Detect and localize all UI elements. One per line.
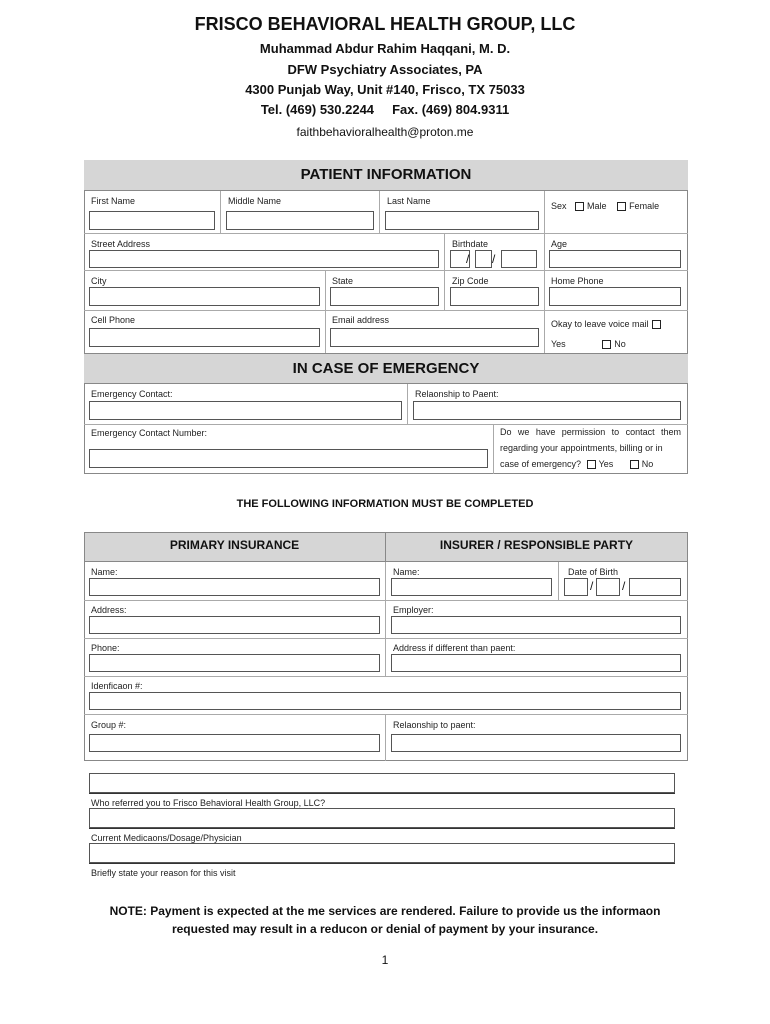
group-input[interactable] <box>89 734 380 752</box>
cell-phone-label: Cell Phone <box>91 315 136 325</box>
divider <box>84 714 688 715</box>
divider <box>385 714 386 761</box>
identification-input[interactable] <box>89 692 681 710</box>
first-name-input[interactable] <box>89 211 215 230</box>
referral-label: Who referred you to Frisco Behavioral Health Group, LLC? <box>91 798 326 808</box>
medications-underline <box>89 828 675 829</box>
employer-input[interactable] <box>391 616 681 634</box>
sex-label: Sex <box>551 201 567 211</box>
must-complete-heading: THE FOLLOWING INFORMATION MUST BE COMPLETED <box>236 498 534 510</box>
insurance-phone-label: Phone: <box>91 643 120 653</box>
voicemail-field <box>551 319 664 329</box>
divider <box>407 384 408 424</box>
date-slash: / <box>622 579 626 593</box>
permission-no-label: No <box>641 459 654 469</box>
referral-underline <box>89 793 675 794</box>
last-name-label: Last Name <box>387 196 431 206</box>
permission-no-checkbox[interactable] <box>630 460 639 469</box>
female-checkbox[interactable] <box>617 202 626 211</box>
insurer-dob-label: Date of Birth <box>568 567 619 577</box>
permission-yes-label: Yes <box>598 459 614 469</box>
age-input[interactable] <box>549 250 681 268</box>
patient-section-title: PATIENT INFORMATION <box>84 160 688 191</box>
divider <box>544 191 545 233</box>
date-slash: / <box>590 579 594 593</box>
divider <box>84 676 688 677</box>
male-checkbox[interactable] <box>575 202 584 211</box>
divider <box>493 424 494 474</box>
identification-label: Idenficaon #: <box>91 681 143 691</box>
divider <box>385 600 386 638</box>
city-input[interactable] <box>89 287 320 306</box>
date-slash: / <box>492 252 496 266</box>
insurer-relationship-input[interactable] <box>391 734 681 752</box>
state-input[interactable] <box>330 287 439 306</box>
insurer-dob-day-input[interactable] <box>596 578 620 596</box>
email-input[interactable] <box>330 328 539 347</box>
street-label: Street Address <box>91 239 151 249</box>
home-phone-label: Home Phone <box>551 276 604 286</box>
insurer-name-input[interactable] <box>391 578 552 596</box>
insurance-phone-input[interactable] <box>89 654 380 672</box>
middle-name-input[interactable] <box>226 211 374 230</box>
street-input[interactable] <box>89 250 439 268</box>
page-number: 1 <box>381 953 389 967</box>
last-name-input[interactable] <box>385 211 539 230</box>
middle-name-label: Middle Name <box>228 196 282 206</box>
insurer-name-label: Name: <box>393 567 420 577</box>
city-label: City <box>91 276 107 286</box>
voicemail-checkbox[interactable] <box>652 320 661 329</box>
divider <box>84 638 688 639</box>
emergency-contact-input[interactable] <box>89 401 402 420</box>
group-label: Group #: <box>91 720 127 730</box>
permission-text: Do we have permission to contact them regarding your appointments, billing or in <box>500 427 681 453</box>
reason-underline <box>89 863 675 864</box>
divider <box>444 233 445 270</box>
doctor-name: Muhammad Abdur Rahim Haqqani, M. D. <box>259 41 511 56</box>
divider <box>325 270 326 310</box>
home-phone-input[interactable] <box>549 287 681 306</box>
divider <box>544 233 545 270</box>
insurer-title: INSURER / RESPONSIBLE PARTY <box>439 538 634 552</box>
date-slash: / <box>466 252 470 266</box>
voicemail-yes-label: Yes <box>551 339 566 349</box>
insurer-dob-month-input[interactable] <box>564 578 588 596</box>
medications-label: Current Medicaons/Dosage/Physician <box>91 833 242 843</box>
reason-label: Briefly state your reason for this visit <box>91 868 236 878</box>
first-name-label: First Name <box>91 196 136 206</box>
emergency-relationship-label: Relaonship to Paent: <box>415 389 499 399</box>
emergency-contact-label: Emergency Contact: <box>91 389 173 399</box>
insurance-name-label: Name: <box>91 567 118 577</box>
insurance-address-input[interactable] <box>89 616 380 634</box>
insurer-dob-year-input[interactable] <box>629 578 681 596</box>
emergency-relationship-input[interactable] <box>413 401 681 420</box>
birth-year-input[interactable] <box>501 250 537 268</box>
divider <box>385 562 386 600</box>
divider <box>84 310 688 311</box>
insurance-name-input[interactable] <box>89 578 380 596</box>
emergency-number-input[interactable] <box>89 449 488 468</box>
payment-note-line1: NOTE: Payment is expected at the me services are rendered. Failure to provide us the informaon <box>109 904 661 918</box>
voicemail-no-label: No <box>614 339 626 349</box>
address-diff-input[interactable] <box>391 654 681 672</box>
practice-phones: Tel. (469) 530.2244 Fax. (469) 804.9311 <box>260 102 510 117</box>
birth-day-input[interactable] <box>475 250 492 268</box>
divider <box>444 270 445 310</box>
payment-note-line2: requested may result in a reducon or denial of payment by your insurance. <box>171 922 599 936</box>
primary-insurance-title: PRIMARY INSURANCE <box>169 538 300 552</box>
email-label: Email address <box>332 315 390 325</box>
insurer-relationship-label: Relaonship to paent: <box>393 720 476 730</box>
zip-input[interactable] <box>450 287 539 306</box>
reason-input[interactable] <box>89 843 675 863</box>
zip-label: Zip Code <box>452 276 489 286</box>
practice-name: DFW Psychiatry Associates, PA <box>287 62 483 77</box>
emergency-section-title: IN CASE OF EMERGENCY <box>84 353 688 384</box>
voicemail-no-checkbox[interactable] <box>602 340 611 349</box>
permission-question <box>500 459 653 469</box>
insurance-address-label: Address: <box>91 605 127 615</box>
birthdate-label: Birthdate <box>452 239 489 249</box>
practice-email: faithbehavioralhealth@proton.me <box>296 125 474 139</box>
address-diff-label: Address if different than paent: <box>393 643 516 653</box>
divider <box>325 310 326 353</box>
divider <box>544 270 545 310</box>
medications-input[interactable] <box>89 808 675 828</box>
divider <box>544 310 545 353</box>
permission-yes-checkbox[interactable] <box>587 460 596 469</box>
emergency-number-label: Emergency Contact Number: <box>91 428 208 438</box>
female-label: Female <box>629 201 660 211</box>
cell-phone-input[interactable] <box>89 328 320 347</box>
divider <box>84 270 688 271</box>
org-title: FRISCO BEHAVIORAL HEALTH GROUP, LLC <box>194 14 576 34</box>
age-label: Age <box>551 239 568 249</box>
voicemail-label: Okay to leave voice mail <box>551 319 649 329</box>
referral-input[interactable] <box>89 773 675 793</box>
divider <box>84 600 688 601</box>
male-label: Male <box>587 201 607 211</box>
divider <box>220 191 221 233</box>
divider <box>385 638 386 676</box>
voicemail-yes-no <box>551 339 626 349</box>
permission-question-label: case of emergency? <box>500 459 582 469</box>
employer-label: Employer: <box>393 605 434 615</box>
divider <box>558 562 559 600</box>
practice-address: 4300 Punjab Way, Unit #140, Frisco, TX 75033 <box>245 82 525 97</box>
divider <box>379 191 380 233</box>
state-label: State <box>332 276 354 286</box>
sex-field <box>551 201 659 211</box>
divider <box>84 233 688 234</box>
